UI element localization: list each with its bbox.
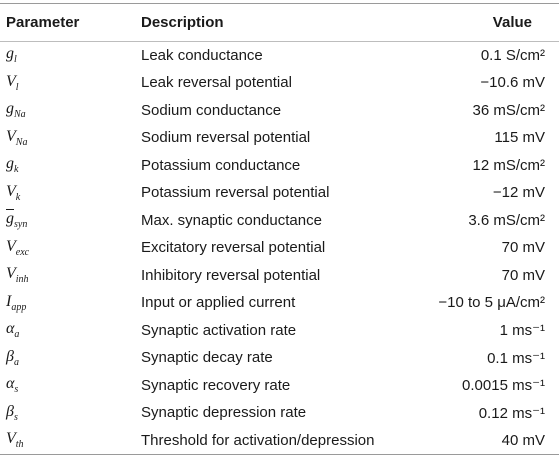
table-row xyxy=(0,42,559,70)
parameter-description: Potassium reversal potential xyxy=(141,184,330,202)
symbol-main: V xyxy=(6,127,16,145)
symbol-subscript: app xyxy=(11,301,27,313)
symbol-main: V xyxy=(6,429,16,447)
parameter-value: 0.12 ms⁻¹ xyxy=(478,404,545,422)
symbol-subscript: l xyxy=(14,54,17,66)
symbol-subscript: exc xyxy=(15,246,30,258)
parameter-value: 36 mS/cm² xyxy=(472,101,545,119)
symbol-main: V xyxy=(6,182,16,200)
symbol-subscript: Na xyxy=(15,136,28,148)
parameter-symbol xyxy=(0,372,137,400)
parameter-value: −12 mV xyxy=(492,184,545,202)
table-row xyxy=(0,289,559,317)
parameter-value: 0.0015 ms⁻¹ xyxy=(462,377,545,395)
parameter-description: Threshold for activation/depression xyxy=(137,427,399,455)
parameter-value: 3.6 mS/cm² xyxy=(468,211,545,229)
symbol-subscript: k xyxy=(14,164,19,176)
parameter-value: 70 mV xyxy=(501,266,545,284)
header-value: Value xyxy=(399,4,559,42)
parameter-description: Input or applied current xyxy=(141,294,296,312)
parameter-value: 1 ms⁻¹ xyxy=(499,322,545,340)
symbol-subscript: l xyxy=(15,81,19,93)
symbol-main: g xyxy=(6,155,14,173)
parameter-value: 0.1 ms⁻¹ xyxy=(487,349,545,367)
header-row xyxy=(0,4,559,42)
parameter-description: Synaptic recovery rate xyxy=(141,376,291,394)
symbol-subscript: th xyxy=(15,439,24,451)
parameter-value: −10 to 5 μA/cm² xyxy=(438,294,545,312)
symbol-main: I xyxy=(6,292,12,310)
symbol-main: V xyxy=(6,265,16,283)
table-row xyxy=(0,399,559,427)
table-row xyxy=(0,97,559,125)
parameter-value: 70 mV xyxy=(501,239,545,257)
parameter-symbol xyxy=(0,42,137,70)
parameter-symbol xyxy=(0,179,137,207)
header-parameter: Parameter xyxy=(0,4,137,42)
parameter-symbol xyxy=(0,427,137,455)
symbol-subscript: a xyxy=(14,329,20,341)
symbol-main: α xyxy=(6,320,15,338)
table-row xyxy=(0,152,559,180)
parameter-description: Synaptic decay rate xyxy=(141,349,273,367)
symbol-main: α xyxy=(6,375,15,393)
symbol-subscript: k xyxy=(15,191,21,203)
parameter-value: −10.6 mV xyxy=(480,74,545,92)
parameter-description: Synaptic activation rate xyxy=(141,321,297,339)
table-row xyxy=(0,124,559,152)
symbol-main: g xyxy=(6,100,14,118)
table-row xyxy=(0,427,559,455)
parameter-description: Excitatory reversal potential xyxy=(141,239,326,257)
parameter-description: Leak conductance xyxy=(141,47,263,64)
symbol-main: V xyxy=(6,237,16,255)
parameter-description: Potassium conductance xyxy=(141,156,301,174)
parameter-description: Leak reversal potential xyxy=(141,74,292,92)
parameter-symbol xyxy=(0,289,137,317)
parameter-symbol xyxy=(0,234,137,262)
symbol-main: V xyxy=(6,72,16,90)
table-row xyxy=(0,69,559,97)
symbol-main: g xyxy=(6,45,14,63)
parameter-symbol xyxy=(0,69,137,97)
table-row xyxy=(0,317,559,345)
table-header xyxy=(0,4,559,42)
table-row xyxy=(0,234,559,262)
header-description: Description xyxy=(137,4,399,42)
parameter-symbol xyxy=(0,152,137,180)
table-body xyxy=(0,42,559,455)
symbol-subscript: s xyxy=(13,411,18,423)
parameter-symbol xyxy=(0,317,137,345)
symbol-subscript: syn xyxy=(14,219,28,231)
symbol-subscript: s xyxy=(14,384,19,396)
symbol-main: β xyxy=(6,402,14,420)
parameter-symbol xyxy=(0,262,137,290)
parameter-symbol xyxy=(0,124,137,152)
parameter-value: 12 mS/cm² xyxy=(472,156,545,174)
parameter-symbol xyxy=(0,344,137,372)
symbol-subscript: inh xyxy=(15,274,29,286)
parameter-value: 115 mV xyxy=(494,129,545,147)
parameter-symbol xyxy=(0,97,137,125)
table-row xyxy=(0,344,559,372)
symbol-main: β xyxy=(6,347,14,365)
parameter-table xyxy=(0,3,559,455)
parameter-description: Inhibitory reversal potential xyxy=(141,266,321,284)
table-row xyxy=(0,262,559,290)
parameter-description: Synaptic depression rate xyxy=(141,404,307,422)
parameter-value: 40 mV xyxy=(399,427,559,455)
parameter-symbol xyxy=(0,207,137,235)
table-row xyxy=(0,179,559,207)
parameter-description: Max. synaptic conductance xyxy=(141,211,322,229)
table-row xyxy=(0,372,559,400)
parameter-description: Sodium reversal potential xyxy=(141,129,311,147)
symbol-main: $\overline{g}$ xyxy=(6,210,14,228)
table-row xyxy=(0,207,559,235)
symbol-subscript: Na xyxy=(14,109,26,121)
parameter-value: 0.1 S/cm² xyxy=(480,47,545,64)
parameter-symbol xyxy=(0,399,137,427)
parameter-description: Sodium conductance xyxy=(141,101,282,119)
symbol-subscript: a xyxy=(13,356,19,368)
